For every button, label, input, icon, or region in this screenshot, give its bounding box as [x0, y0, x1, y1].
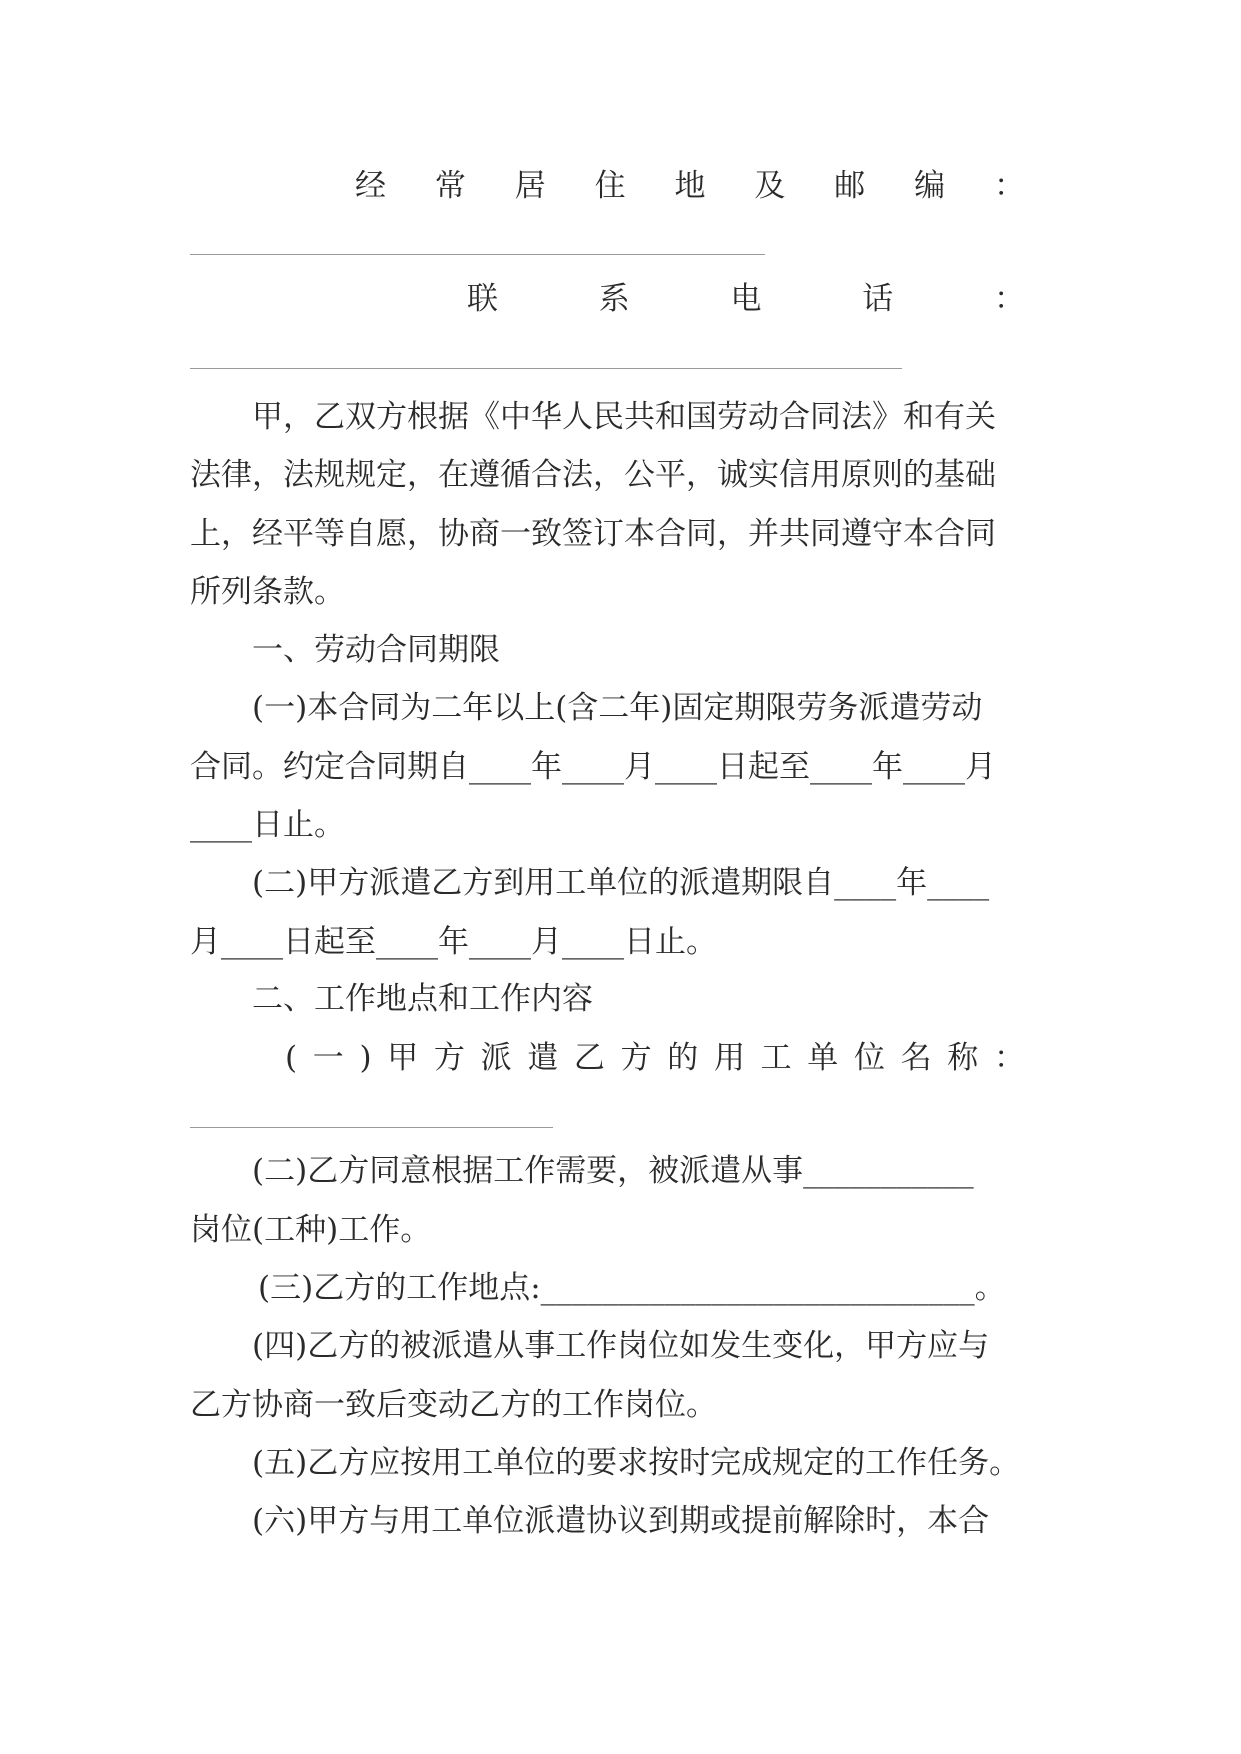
s1-item1-line-2: 合同。约定合同期自____年____月____日起至____年____月: [190, 749, 996, 785]
employer-name-fill-line: [190, 1127, 553, 1128]
s1-item2-line-1: (二)甲方派遣乙方到用工单位的派遣期限自____年____: [252, 865, 990, 901]
s2-item1-label: ( 一 ) 甲 方 派 遣 乙 方 的 用 工 单 位 名 称 ：: [285, 1040, 1025, 1076]
s2-item2-line-2: 岗位(工种)工作。: [190, 1212, 432, 1248]
s2-item2-line-1: (二)乙方同意根据工作需要，被派遣从事___________: [252, 1153, 974, 1189]
section-1-title: 一、劳动合同期限: [252, 632, 500, 668]
s2-item5: (五)乙方应按用工单位的要求按时完成规定的工作任务。: [252, 1445, 1021, 1481]
phone-fill-line: [190, 368, 902, 369]
intro-line-2: 法律，法规规定，在遵循合法，公平，诚实信用原则的基础: [190, 457, 996, 493]
residence-label: 经 常 居 住 地 及 邮 编 ：: [355, 168, 1025, 204]
s2-item3: (三)乙方的工作地点:____________________________。: [258, 1270, 1006, 1306]
s2-item4-line-1: (四)乙方的被派遣从事工作岗位如发生变化，甲方应与: [252, 1328, 990, 1364]
s2-item4-line-2: 乙方协商一致后变动乙方的工作岗位。: [190, 1387, 717, 1423]
intro-line-1: 甲，乙双方根据《中华人民共和国劳动合同法》和有关: [252, 399, 996, 435]
intro-line-4: 所列条款。: [190, 574, 345, 610]
intro-line-3: 上，经平等自愿，协商一致签订本合同，并共同遵守本合同: [190, 516, 996, 552]
s2-item6: (六)甲方与用工单位派遣协议到期或提前解除时，本合: [252, 1503, 990, 1539]
section-2-title: 二、工作地点和工作内容: [252, 981, 593, 1017]
phone-label: 联 系 电 话 ：: [467, 281, 1025, 317]
residence-fill-line: [190, 254, 765, 255]
s1-item1-line-3: ____日止。: [190, 807, 345, 843]
s1-item1-line-1: (一)本合同为二年以上(含二年)固定期限劳务派遣劳动: [252, 690, 983, 726]
s1-item2-line-2: 月____日起至____年____月____日止。: [190, 924, 717, 960]
